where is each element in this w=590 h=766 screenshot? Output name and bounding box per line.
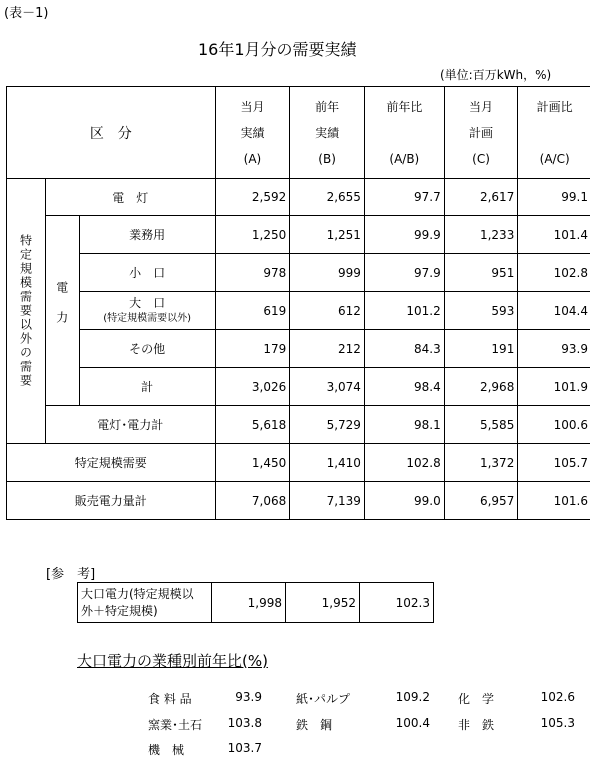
- industry-value: 93.9: [235, 690, 262, 704]
- header-col-b: 前年 実績 (B): [290, 87, 365, 179]
- header-col-c: 当月 計画 (C): [444, 87, 518, 179]
- industry-value: 102.6: [540, 690, 575, 704]
- table-row: 計 3,026 3,074 98.4 2,968 101.9: [7, 368, 590, 406]
- header-category: 区 分: [7, 87, 216, 179]
- table-row: その他 179 212 84.3 191 93.9: [7, 330, 590, 368]
- industry-name: 化 学: [458, 692, 495, 706]
- table-row: 特定規模需要 1,450 1,410 102.8 1,372 105.7: [7, 444, 590, 482]
- table-row: 販売電力量計 7,068 7,139 99.0 6,957 101.6: [7, 482, 590, 520]
- header-col-plan-ratio: 計画比 (A/C): [518, 87, 590, 179]
- unit-label: (単位:百万kWh，%): [440, 68, 552, 82]
- table-row: 特定規模需要以外の需要 電 灯 2,592 2,655 97.7 2,617 99.1: [7, 179, 590, 216]
- industry-name: 非 鉄: [458, 718, 495, 732]
- row-label: その他: [79, 330, 215, 368]
- industry-name: 紙･パルプ: [296, 692, 351, 706]
- row-label: 大口電力(特定規模以 外＋特定規模): [78, 583, 212, 623]
- table-row: 大 口 (特定規模需要以外) 619 612 101.2 593 104.4: [7, 292, 590, 330]
- reference-label: [参 考]: [46, 567, 96, 582]
- demand-table: [6, 86, 590, 520]
- industry-name: 鉄 鋼: [296, 718, 333, 732]
- document-label: (表－1): [4, 6, 49, 21]
- group-label: 特定規模需要以外の需要: [7, 179, 46, 444]
- header-row: [7, 87, 590, 179]
- table-row: 小 口 978 999 97.9 951 102.8: [7, 254, 590, 292]
- industry-name: 食 料 品: [148, 692, 192, 706]
- industry-value: 105.3: [540, 716, 575, 730]
- table-row: 電灯･電力計 5,618 5,729 98.1 5,585 100.6: [7, 406, 590, 444]
- row-label: 電灯･電力計: [45, 406, 215, 444]
- power-label: 電力: [45, 216, 79, 406]
- industry-value: 103.8: [227, 716, 262, 730]
- row-label: 販売電力量計: [7, 482, 216, 520]
- reference-table: [77, 582, 434, 623]
- industry-value: 103.7: [227, 741, 262, 755]
- row-label: 業務用: [79, 216, 215, 254]
- header-col-a: 当月 実績 (A): [215, 87, 290, 179]
- row-label: 小 口: [79, 254, 215, 292]
- row-label: 計: [79, 368, 215, 406]
- row-label: 特定規模需要: [7, 444, 216, 482]
- industry-value: 109.2: [395, 690, 430, 704]
- page-title: 16年1月分の需要実績: [198, 40, 357, 59]
- row-label: 大 口 (特定規模需要以外): [79, 292, 215, 330]
- table-row: 電力 業務用 1,250 1,251 99.9 1,233 101.4: [7, 216, 590, 254]
- row-label: 電 灯: [45, 179, 215, 216]
- industry-value: 100.4: [395, 716, 430, 730]
- industry-name: 機 械: [148, 743, 185, 757]
- table-row: 大口電力(特定規模以 外＋特定規模) 1,998 1,952 102.3: [78, 583, 434, 623]
- industry-title: 大口電力の業種別前年比(%): [77, 652, 268, 670]
- header-col-ratio: 前年比 (A/B): [364, 87, 444, 179]
- industry-name: 窯業･土石: [148, 718, 203, 732]
